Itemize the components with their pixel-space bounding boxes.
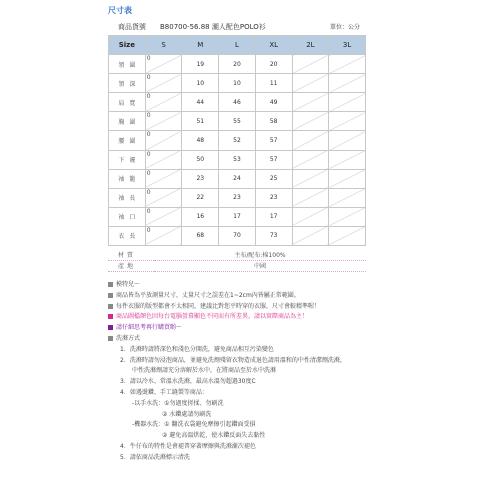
material-table [108, 249, 366, 272]
table-row [109, 150, 366, 169]
table-cell [329, 55, 366, 74]
row-label: 袖長 [109, 188, 146, 207]
row-label: 袖籠 [109, 169, 146, 188]
header-2l: 2L [292, 36, 329, 55]
bullet-icon [108, 304, 113, 309]
product-name: 商品貨號 B80700-56.88 潮人配色POLO衫 [118, 23, 266, 31]
table-cell [292, 188, 329, 207]
table-cell: 49 [255, 93, 292, 112]
row-label: 領圍 [109, 55, 146, 74]
note-wash-2: 2．洗滌時請勿浸泡商品，並避免洗劑殘留衣物造成退色請用溫和的中性清潔劑洗滌， [120, 356, 346, 364]
table-cell [292, 169, 329, 188]
table-cell: 16 [182, 207, 219, 226]
table-cell: 0 [145, 55, 182, 74]
table-cell: 23 [182, 169, 219, 188]
table-cell [292, 131, 329, 150]
bullet-icon [108, 336, 113, 341]
table-row [109, 226, 366, 245]
table-cell [292, 207, 329, 226]
note-hand-wash: -以手水洗：①勿過度搓揉、勿刷洗 [132, 399, 224, 407]
table-cell: 0 [145, 93, 182, 112]
table-cell [292, 226, 329, 245]
table-cell: 57 [255, 131, 292, 150]
material-label: 材質 [108, 249, 154, 260]
table-cell: 25 [255, 169, 292, 188]
table-cell [329, 74, 366, 93]
table-cell: 70 [219, 226, 256, 245]
table-cell: 23 [255, 188, 292, 207]
table-cell: 24 [219, 169, 256, 188]
row-label: 腰圍 [109, 131, 146, 150]
table-row [109, 74, 366, 93]
table-cell [329, 188, 366, 207]
table-cell [329, 131, 366, 150]
row-label: 衣長 [109, 226, 146, 245]
table-cell: 23 [219, 188, 256, 207]
table-cell: 19 [182, 55, 219, 74]
table-cell: 0 [145, 131, 182, 150]
table-cell: 57 [255, 150, 292, 169]
table-cell: 20 [255, 55, 292, 74]
note-model: 模特兒～ [108, 280, 408, 291]
table-cell [292, 150, 329, 169]
header-xl: XL [255, 36, 292, 55]
row-label: 袖口 [109, 207, 146, 226]
table-cell [329, 207, 366, 226]
table-cell: 20 [219, 55, 256, 74]
note-denim: 4．牛仔布的特性是會褪普穿著摩擦與洗滌漸次褪色 [120, 442, 256, 450]
row-label: 下襬 [109, 150, 146, 169]
bullet-icon [108, 293, 113, 298]
table-cell: 17 [219, 207, 256, 226]
table-cell: 55 [219, 112, 256, 131]
origin-label: 產地 [108, 260, 154, 271]
table-cell: 0 [145, 112, 182, 131]
table-cell [329, 150, 366, 169]
note-wash-heading: 洗滌方式 [108, 334, 408, 345]
note-hand-wash-2: ② 水鑽處請勿刷洗 [162, 410, 212, 418]
size-chart-title: 尺寸表 [108, 6, 132, 15]
table-cell [329, 226, 366, 245]
note-wash-3: 3．請以冷水、常溫水洗滌，最高水溫勿超過30度C [120, 378, 256, 386]
table-cell: 17 [255, 207, 292, 226]
table-cell [329, 169, 366, 188]
size-table-header-row [109, 36, 366, 55]
row-label: 領深 [109, 74, 146, 93]
table-cell: 51 [182, 112, 219, 131]
bullet-icon [108, 314, 113, 319]
table-cell: 44 [182, 93, 219, 112]
table-cell [292, 55, 329, 74]
header-size: Size [109, 36, 146, 55]
table-cell: 22 [182, 188, 219, 207]
table-cell [292, 74, 329, 93]
material-row [108, 249, 366, 260]
table-cell: 50 [182, 150, 219, 169]
table-cell [329, 93, 366, 112]
table-cell: 0 [145, 74, 182, 93]
table-row [109, 188, 366, 207]
header-l: L [219, 36, 256, 55]
table-cell: 53 [219, 150, 256, 169]
note-measure: 商品皆為平放測量尺寸，丈量尺寸之誤差在1~2cm內皆屬正常範圍。 [108, 291, 408, 302]
table-cell: 0 [145, 188, 182, 207]
table-cell: 0 [145, 150, 182, 169]
header-3l: 3L [329, 36, 366, 55]
table-cell: 10 [182, 74, 219, 93]
table-cell: 0 [145, 207, 182, 226]
table-row [109, 55, 366, 74]
note-color: 商品圖檔顏色因每台電腦螢幕顯色不同而有所差異，請以實際商品為主！ [108, 312, 408, 323]
table-cell [329, 112, 366, 131]
origin-value: 中國 [154, 260, 366, 271]
table-cell [292, 93, 329, 112]
table-row [109, 112, 366, 131]
table-row [109, 169, 366, 188]
header-s: S [145, 36, 182, 55]
note-wash-1: 1．洗滌時請將深色和淺色分開洗，避免商品相互污染變色 [120, 345, 274, 353]
table-cell: 68 [182, 226, 219, 245]
bullet-icon [108, 325, 113, 330]
origin-row [108, 260, 366, 271]
table-row [109, 131, 366, 150]
table-cell [292, 112, 329, 131]
table-cell: 0 [145, 169, 182, 188]
table-cell: 48 [182, 131, 219, 150]
table-cell: 58 [255, 112, 292, 131]
header-m: M [182, 36, 219, 55]
table-cell: 11 [255, 74, 292, 93]
note-wash-4: 4．如遇燙鑽、手工縫製等商品： [120, 388, 208, 396]
table-row [109, 93, 366, 112]
material-value: 主布/配布:棉100% [154, 249, 366, 260]
notes-section [108, 280, 408, 464]
note-machine-wash: -機器水洗：① 翻洗衣袋避免摩擦引起鑽面受損 [132, 421, 256, 429]
unit-label: 單位：公分 [330, 24, 361, 31]
note-wash-2b: 中性洗滌劑請充分溶解於水中，在將商品至於水中洗滌 [132, 367, 277, 375]
row-label: 肩寬 [109, 93, 146, 112]
table-row [109, 207, 366, 226]
table-cell: 73 [255, 226, 292, 245]
bullet-icon [108, 282, 113, 287]
table-cell: 0 [145, 226, 182, 245]
note-fit: 每件衣服的版型都會不太相同，建議比對您平時穿的衣服，尺寸會較精準喔！ [108, 302, 408, 313]
size-table [108, 35, 366, 246]
note-think: 請仔細思考再行購買喲～ [108, 323, 408, 334]
table-cell: 46 [219, 93, 256, 112]
table-cell: 10 [219, 74, 256, 93]
row-label: 胸圍 [109, 112, 146, 131]
note-label: 5．請依商品洗滌標示清洗 [120, 453, 190, 461]
table-cell: 52 [219, 131, 256, 150]
note-machine-wash-2: ② 避免高溫烘乾，使水鑽反面失去黏性 [162, 432, 266, 440]
